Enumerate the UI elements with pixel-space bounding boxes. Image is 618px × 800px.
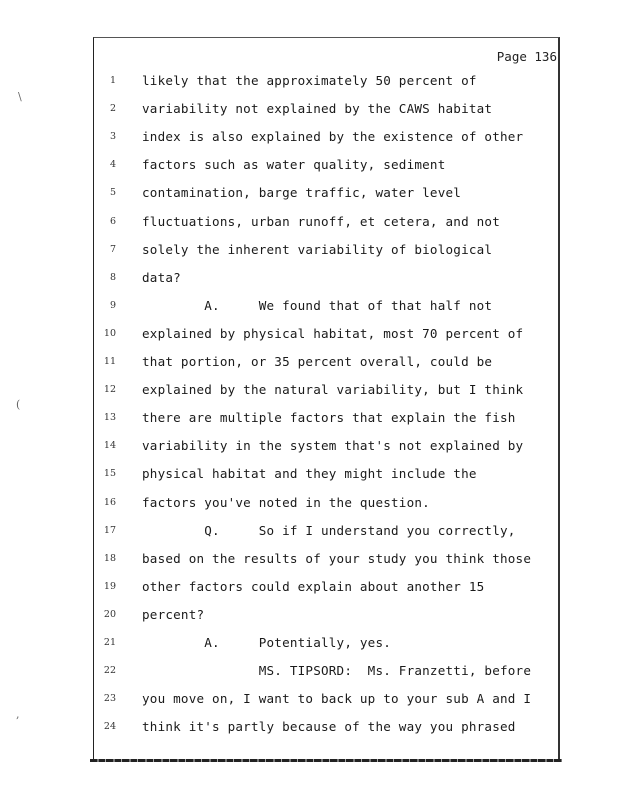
- line-number: 10: [103, 327, 116, 339]
- transcript-line: A. Potentially, yes.: [142, 635, 392, 650]
- transcript-line: other factors could explain about another 15: [142, 578, 485, 594]
- transcript-line: data?: [142, 269, 181, 285]
- transcript-line: factors such as water quality, sediment: [142, 157, 446, 173]
- line-number: 19: [103, 580, 116, 592]
- line-number: 7: [109, 243, 116, 255]
- transcript-line: MS. TIPSORD: Ms. Franzetti, before: [142, 663, 532, 679]
- line-number: 20: [103, 608, 116, 620]
- line-number: 11: [103, 356, 116, 367]
- line-number: 12: [103, 384, 116, 396]
- line-number: 22: [103, 665, 116, 677]
- line-number: 5: [109, 187, 116, 199]
- transcript-line: explained by the natural variability, but I think: [142, 382, 524, 398]
- line-number: 14: [103, 440, 116, 452]
- page-number: Page 136: [496, 49, 557, 64]
- line-number: 23: [103, 693, 116, 705]
- margin-mark: \: [18, 90, 22, 103]
- transcript-line: A. We found that of that half not: [142, 297, 493, 313]
- transcript-line: physical habitat and they might include the: [142, 466, 477, 482]
- transcript-line: there are multiple factors that explain the fish: [142, 410, 516, 426]
- transcript-line: Q. So if I understand you correctly,: [142, 522, 516, 538]
- transcript-line: likely that the approximately 50 percent of: [142, 73, 477, 88]
- line-number: 16: [103, 496, 116, 508]
- transcript-line: fluctuations, urban runoff, et cetera, and not: [142, 213, 500, 229]
- line-number: 1: [109, 75, 116, 86]
- transcript-line: you move on, I want to back up to your sub A and I: [142, 691, 532, 707]
- line-number: 15: [103, 468, 116, 480]
- line-number: 13: [103, 412, 116, 424]
- transcript-line: variability in the system that's not explained by: [142, 438, 524, 454]
- line-number: 24: [103, 721, 116, 733]
- line-number: 18: [103, 552, 116, 564]
- transcript-line: percent?: [142, 606, 205, 622]
- transcript-line: index is also explained by the existence of other: [142, 129, 524, 145]
- page-bottom-rule: [90, 759, 562, 762]
- line-number: 9: [109, 299, 116, 311]
- transcript-line: contamination, barge traffic, water level: [142, 185, 462, 201]
- transcript-line: based on the results of your study you think those: [142, 550, 532, 566]
- margin-mark: ,: [16, 708, 20, 721]
- page-frame: [93, 37, 560, 759]
- margin-mark: (: [16, 398, 21, 411]
- transcript-line: that portion, or 35 percent overall, could be: [142, 354, 493, 369]
- transcript-line: think it's partly because of the way you phrased: [142, 719, 516, 735]
- transcript-line: solely the inherent variability of biological: [142, 241, 493, 257]
- transcript-line: factors you've noted in the question.: [142, 494, 430, 510]
- line-number: 8: [109, 271, 116, 283]
- line-number: 3: [109, 131, 116, 143]
- line-number: 17: [103, 524, 116, 536]
- transcript-line: variability not explained by the CAWS habitat: [142, 101, 493, 117]
- line-number: 6: [109, 215, 116, 227]
- line-number: 21: [103, 637, 116, 648]
- line-number: 4: [109, 159, 116, 171]
- transcript-line: explained by physical habitat, most 70 percent of: [142, 325, 524, 341]
- line-number: 2: [109, 103, 116, 115]
